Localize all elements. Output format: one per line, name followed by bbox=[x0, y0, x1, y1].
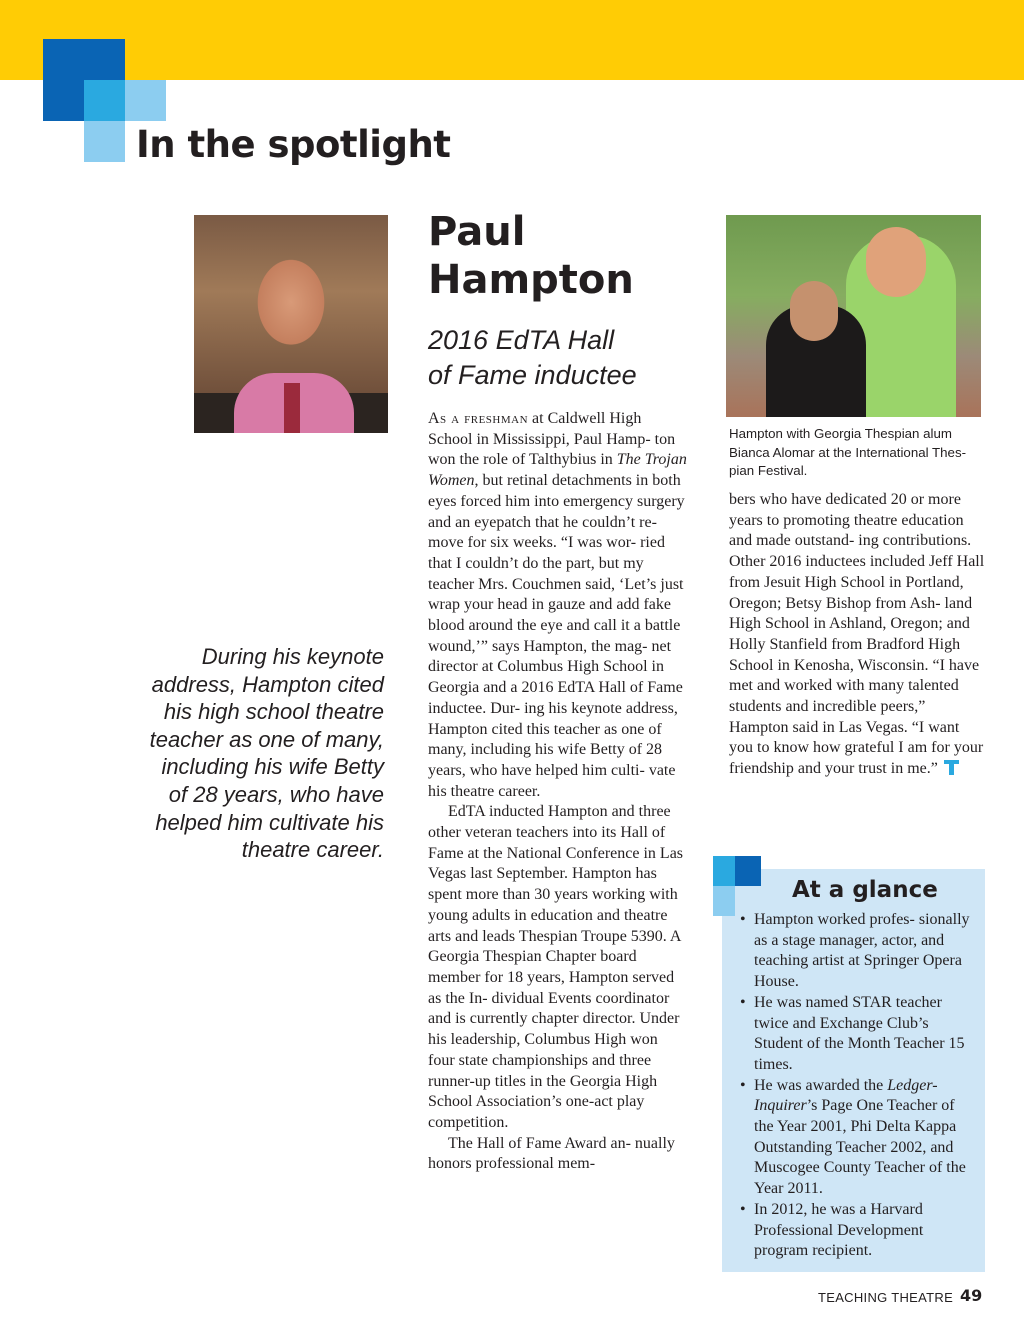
article-subtitle bbox=[428, 323, 637, 393]
festival-photo bbox=[726, 215, 981, 417]
header-light-square bbox=[125, 80, 166, 121]
person-name bbox=[428, 208, 634, 304]
publication-name: TEACHING THEATRE bbox=[818, 1290, 954, 1305]
pull-quote: During his keynote address, Hampton cited his high school theatre teacher as one of many, including his wife Betty of 28 years, who have helped him cultivate his theatre career. bbox=[149, 644, 384, 863]
article-paragraph-2: EdTA inducted Hampton and three other veteran teachers into its Hall of Fame at the National Conference in Las Vegas last September. Hampton has spent more than 30 years working with young adults in education and theatre arts and leads Thespian Troupe 5390. A Georgia Thespian Chapter board member for 18 years, Hampton served as the In- dividual Events coordinator and is currently chapter director. Under his leadership, Columbus High won four state championships and three runner-up titles in the Georgia High School Association’s one-act play competition. bbox=[428, 803, 684, 1131]
para1-text-a: at Caldwell High School in Mississippi, Paul Hamp- ton won the role of Talthybius in bbox=[428, 410, 676, 469]
name-first: Paul bbox=[428, 209, 526, 255]
glance-item-3b: ’s Page One Teacher of the Year 2001, Phi Delta Kappa Outstanding Teacher 2002, and Muscogee County Teacher of the Year 2011. bbox=[754, 1097, 966, 1198]
glance-title: At a glance bbox=[792, 877, 938, 903]
article-paragraph-3: The Hall of Fame Award an- nually honors professional mem- bbox=[428, 1134, 675, 1173]
glance-item bbox=[740, 1076, 976, 1200]
subtitle-line-1: 2016 EdTA Hall bbox=[428, 325, 615, 355]
glance-dark-square bbox=[735, 856, 761, 886]
page-number: 49 bbox=[960, 1286, 983, 1305]
glance-item: • He was named STAR teacher twice and Exchange Club’s Student of the Month Teacher 15 times. bbox=[740, 993, 976, 1076]
photo-head-woman bbox=[790, 281, 838, 341]
glance-list bbox=[740, 910, 976, 1262]
header-mid-square bbox=[84, 80, 125, 121]
portrait-photo bbox=[194, 215, 388, 433]
subtitle-line-2: of Fame inductee bbox=[428, 360, 637, 390]
lead-in: As a freshman bbox=[428, 410, 529, 427]
article-paragraph-continued: bers who have dedicated 20 or more years to promoting theatre education and made outstand- ing contributions. Other 2016 inductees included Jeff Hall from Jesuit High School in Portland, Oregon; Betsy Bishop from Ash- land High School in Ashland, Oregon; and Holly Stanfield from Bradford High School in Kenosha, Wisconsin. “I have met and worked with many talented students and incredible peers,” Hampton said in Las Vegas. “I want you to know how grateful I am for your friendship and your trust in me.” bbox=[729, 491, 985, 778]
para1-text-b: , but retinal detachments in both eyes forced him into emergency surgery and an eyepatch that he couldn’t re- move for six weeks. “I was wor- ried that I couldn’t do the part, but my teacher Mrs. Couchmen said, ‘Let’s just wrap your head in gauze and add fake blood around the eye and call it a battle wound,’” says Hampton, the mag- net director at Columbus High School in Georgia and a 2016 EdTA Hall of Fame inductee. Dur- ing his keynote address, Hampton cited this teacher as one of many, including his wife Betty of 28 years, who have helped him culti- vate his theatre career. bbox=[428, 472, 685, 800]
glance-item: • Hampton worked profes- sionally as a stage manager, actor, and teaching artist at Springer Opera House. bbox=[740, 910, 976, 993]
article-column-2 bbox=[729, 490, 987, 780]
photo-caption: Hampton with Georgia Thespian alum Bianca Alomar at the International Thes- pian Festival. bbox=[729, 426, 967, 478]
name-last: Hampton bbox=[428, 257, 634, 303]
glance-item-3a: He was awarded the bbox=[754, 1076, 888, 1094]
article-paragraph-1 bbox=[428, 409, 688, 802]
top-color-banner bbox=[0, 0, 1024, 80]
photo-head-man bbox=[866, 227, 926, 297]
play-title: The Trojan Women bbox=[428, 451, 687, 490]
section-title: In the spotlight bbox=[136, 123, 451, 166]
newspaper-title: Ledger- Inquirer bbox=[754, 1076, 938, 1115]
header-light-square-lower bbox=[84, 121, 125, 162]
thespian-t-logo-icon bbox=[944, 760, 959, 775]
article-column-1 bbox=[428, 409, 688, 1175]
glance-item: • In 2012, he was a Harvard Professional Development program recipient. bbox=[740, 1200, 976, 1262]
portrait-tie-shape bbox=[284, 383, 300, 433]
